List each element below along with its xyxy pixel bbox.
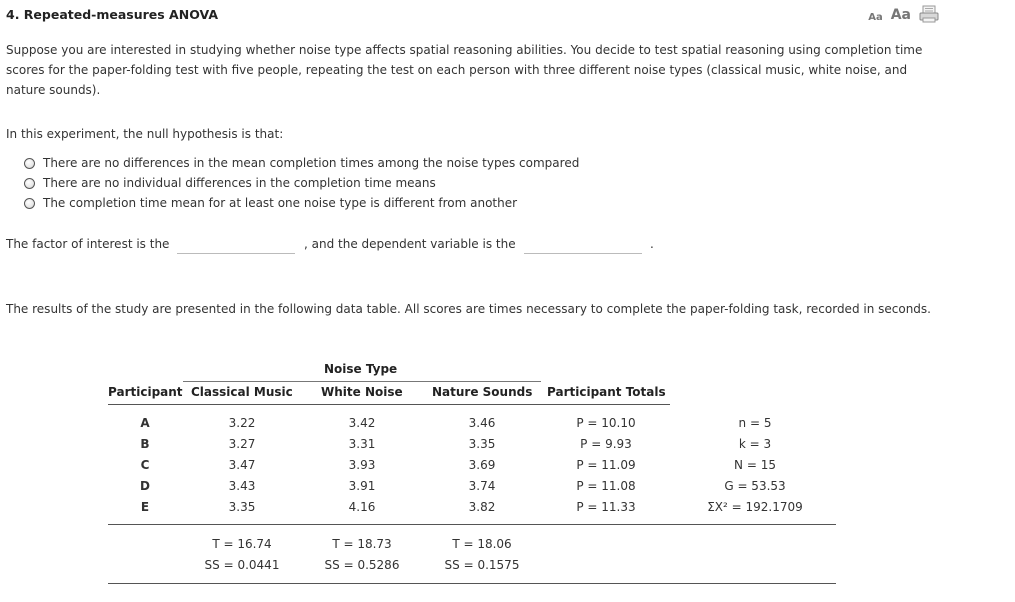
option-label: There are no differences in the mean completion times among the noise types compared	[43, 156, 580, 170]
option-no-noise-differences[interactable]	[24, 153, 579, 173]
summary-stat: ΣX² = 192.1709	[707, 500, 803, 514]
classical-score: 3.43	[228, 479, 256, 493]
participant-total: P = 11.08	[576, 479, 636, 493]
print-icon[interactable]	[919, 5, 939, 23]
factor-of-interest-input[interactable]	[177, 239, 295, 254]
participant-total: P = 11.33	[576, 500, 636, 514]
nature-total-T: T = 18.06	[452, 537, 512, 551]
header-classical-music: Classical Music	[191, 385, 293, 399]
radio-button[interactable]	[24, 198, 35, 209]
white-noise-score: 3.93	[348, 458, 376, 472]
font-size-small-button[interactable]: Aa	[868, 12, 883, 23]
nature-score: 3.74	[468, 479, 496, 493]
font-size-large-button[interactable]: Aa	[890, 7, 911, 23]
radio-button[interactable]	[24, 178, 35, 189]
classical-score: 3.35	[228, 500, 256, 514]
null-hypothesis-question: In this experiment, the null hypothesis is that:	[6, 127, 284, 141]
toolbar	[868, 5, 939, 23]
fill-suffix: .	[650, 237, 654, 251]
totals-rule	[108, 524, 836, 525]
summary-stat: G = 53.53	[724, 479, 786, 493]
question-title: 4. Repeated-measures ANOVA	[6, 7, 218, 22]
participant-label: A	[140, 416, 150, 430]
classical-score: 3.27	[228, 437, 256, 451]
participant-total: P = 9.93	[580, 437, 632, 451]
nature-score: 3.35	[468, 437, 496, 451]
classical-total-T: T = 16.74	[212, 537, 272, 551]
summary-stat: N = 15	[734, 458, 776, 472]
summary-stat: k = 3	[738, 437, 772, 451]
header-rule	[108, 404, 670, 405]
participant-label: D	[140, 479, 150, 493]
intro-paragraph: Suppose you are interested in studying whether noise type affects spatial reasoning abilities. You decide to test spatial reasoning using completion time scores for the paper-folding test with five people, repeating the test on each person with three different noise types (classical music, white noise, and nature sounds).	[6, 43, 923, 97]
participant-total: P = 10.10	[576, 416, 636, 430]
fill-middle: , and the dependent variable is the	[304, 237, 516, 251]
nature-score: 3.46	[468, 416, 496, 430]
nature-score: 3.69	[468, 458, 496, 472]
radio-button[interactable]	[24, 158, 35, 169]
white-noise-total-SS: SS = 0.5286	[324, 558, 400, 572]
results-intro: The results of the study are presented in the following data table. All scores are times necessary to complete the paper-folding task, recorded in seconds.	[6, 302, 931, 316]
white-noise-score: 3.91	[348, 479, 376, 493]
white-noise-score: 3.31	[348, 437, 376, 451]
noise-type-group-header: Noise Type	[324, 362, 398, 376]
option-label: There are no individual differences in the completion time means	[43, 176, 436, 190]
participant-label: C	[140, 458, 150, 472]
hypothesis-options	[24, 153, 579, 213]
classical-score: 3.47	[228, 458, 256, 472]
classical-score: 3.22	[228, 416, 256, 430]
bottom-rule	[108, 583, 836, 584]
group-header-rule	[183, 381, 541, 382]
fill-prefix: The factor of interest is the	[6, 237, 170, 251]
summary-stat: n = 5	[738, 416, 772, 430]
option-no-individual-differences[interactable]	[24, 173, 579, 193]
header-participant: Participant	[108, 385, 183, 399]
white-noise-score: 3.42	[348, 416, 376, 430]
header-participant-totals: Participant Totals	[547, 385, 666, 399]
nature-score: 3.82	[468, 500, 496, 514]
participant-label: E	[140, 500, 150, 514]
nature-total-SS: SS = 0.1575	[444, 558, 520, 572]
option-label: The completion time mean for at least one noise type is different from another	[43, 196, 518, 210]
header-white-noise: White Noise	[321, 385, 403, 399]
option-at-least-one-different[interactable]	[24, 193, 579, 213]
participant-total: P = 11.09	[576, 458, 636, 472]
header-nature-sounds: Nature Sounds	[432, 385, 533, 399]
dependent-variable-input[interactable]	[524, 239, 642, 254]
white-noise-total-T: T = 18.73	[332, 537, 392, 551]
classical-total-SS: SS = 0.0441	[204, 558, 280, 572]
participant-label: B	[140, 437, 150, 451]
white-noise-score: 4.16	[348, 500, 376, 514]
